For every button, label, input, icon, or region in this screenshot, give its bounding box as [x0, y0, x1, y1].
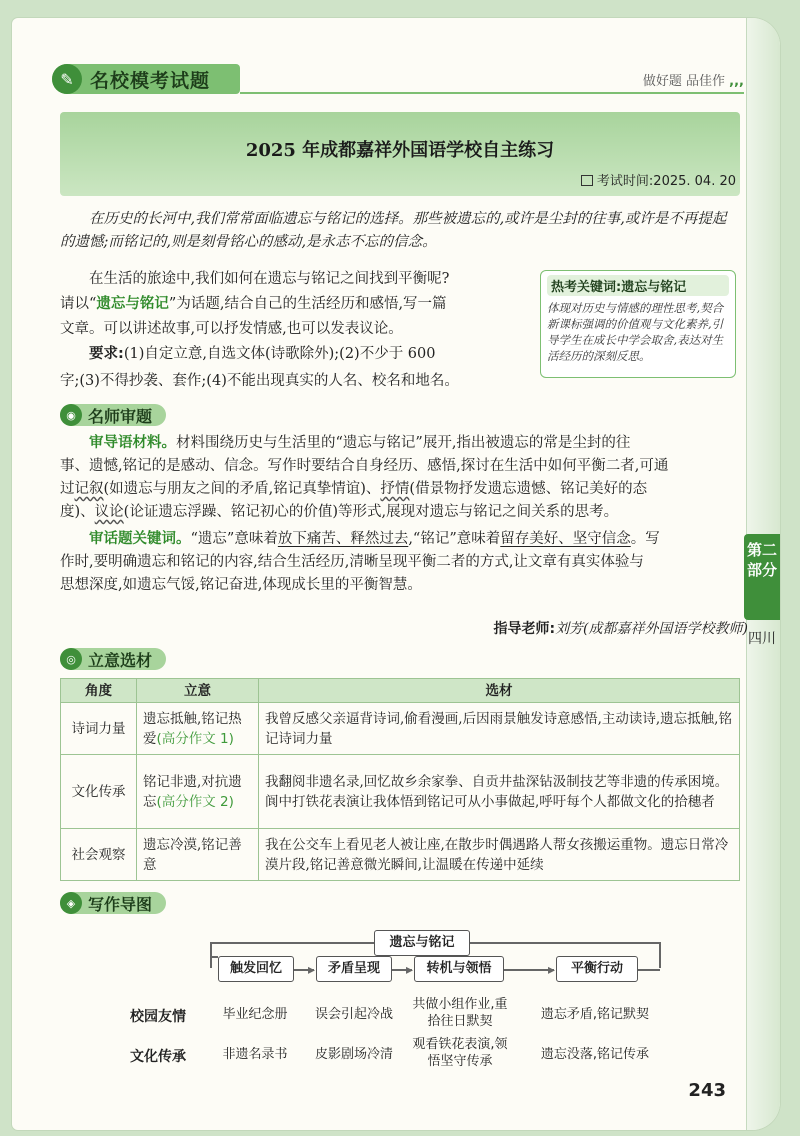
mm-row-label: 校园友情 [130, 1009, 186, 1025]
page-number: 243 [688, 1080, 726, 1101]
row-angle: 文化传承 [61, 755, 137, 829]
review-line-2: 事、遗憾,铭记的是感动、信念。写作时要结合自身经历、感悟,探讨在生活中如何平衡二者,可通 [60, 458, 669, 474]
ideas-section-title: 立意选材 [88, 650, 153, 670]
review-line-5: 审话题关键词。“遗忘”意味着放下痛苦、释然过去,“铭记”意味着留存美好、坚守信念。写 [89, 531, 660, 547]
review-section-head [60, 404, 166, 426]
pen-icon: ✎ [52, 64, 82, 94]
table-header-row [61, 679, 740, 703]
exam-title: 2025 年成都嘉祥外国语学校自主练习 [245, 140, 555, 161]
row-material: 我曾反感父亲逼背诗词,偷看漫画,后因雨景触发诗意感悟,主动读诗,遗忘抵触,铭记诗词力量 [259, 703, 740, 755]
row-idea: 遗忘抵触,铭记热爱(高分作文 1) [137, 703, 259, 755]
mm-frame-right [659, 942, 661, 968]
ideas-table [60, 678, 740, 881]
method-lyric: 抒情 [380, 481, 410, 497]
col-angle: 角度 [61, 679, 137, 703]
mm-cell: 共做小组作业,重拾往日默契 [412, 997, 508, 1029]
review-line-4: 度)、议论(论证遗忘浮躁、铭记初心的价值)等形式,展现对遗忘与铭记之间关系的思考。 [60, 504, 619, 520]
hot-keyword-box [540, 270, 736, 378]
mm-stage-2: 矛盾呈现 [316, 956, 392, 982]
mm-stage-4: 平衡行动 [556, 956, 638, 982]
header-rule [240, 92, 744, 94]
review-line-6: 作时,要明确遗忘和铭记的内容,结合生活经历,清晰呈现平衡二者的方式,让文章有真实体验与 [60, 554, 644, 570]
row-material: 我翻阅非遗名录,回忆故乡余家拳、自贡井盐深钻汲制技艺等非遗的传承困境。阆中打铁花表演让我体悟到铭记可从小事做起,呼吁每个人都做文化的拾穗者 [259, 755, 740, 829]
exam-banner [60, 112, 740, 196]
header-tag [52, 64, 240, 94]
col-material: 选材 [259, 679, 740, 703]
calendar-icon [581, 175, 593, 186]
lightbulb-icon: ◎ [60, 648, 82, 670]
ideas-section-head [60, 648, 166, 670]
requirement-line-1: 要求:(1)自定立意,自选文体(诗歌除外);(2)不少于 600 [89, 346, 436, 362]
mm-frame-left [210, 942, 212, 968]
row-angle: 诗词力量 [61, 703, 137, 755]
region-label: 四川 [748, 631, 776, 647]
question-line-1: 在生活的旅途中,我们如何在遗忘与铭记之间找到平衡呢? [89, 271, 450, 287]
header-title: 名校模考试题 [90, 69, 211, 92]
mm-cell: 非遗名录书 [222, 1047, 288, 1062]
table-row [61, 755, 740, 829]
prompt-intro: 在历史的长河中,我们常常面临遗忘与铭记的选择。那些被遗忘的,或许是尘封的往事,或许是不再提起的遗憾;而铭记的,则是刻骨铭心的感动,是永志不忘的信念。 [60, 211, 727, 250]
mindmap-section-head [60, 892, 166, 914]
exam-time: 考试时间:2025. 04. 20 [581, 170, 736, 189]
review-pill [60, 404, 166, 426]
hot-keyword-title: 热考关键词:遗忘与铭记 [547, 275, 729, 296]
mm-cell: 毕业纪念册 [222, 1007, 288, 1022]
review-section-title: 名师审题 [88, 406, 153, 426]
prompt-question [60, 268, 530, 368]
mm-root: 遗忘与铭记 [374, 930, 470, 956]
review-line-7: 思想深度,如遗忘气馁,铭记奋进,体现成长里的平衡智慧。 [60, 577, 422, 593]
review-line-3: 过记叙(如遗忘与朋友之间的矛盾,铭记真挚情谊)、抒情(借景物抒发遗忘遗憾、铭记美好的态 [60, 481, 648, 497]
arrow-icon: ▸ [308, 962, 316, 978]
writing-mindmap [60, 918, 740, 1088]
mm-cell: 皮影剧场冷清 [314, 1047, 393, 1062]
section-header [52, 60, 744, 104]
requirement-line-2: 字;(3)不得抄袭、套作;(4)不能出现真实的人名、校名和地名。 [60, 373, 459, 389]
teacher-credit: 指导老师:刘芳(成都嘉祥外国语学校教师) [493, 621, 748, 637]
mindmap-section-title: 写作导图 [88, 894, 153, 914]
row-material: 我在公交车上看见老人被让座,在散步时偶遇路人帮女孩搬运重物。遗忘日常冷漠片段,铭记善意微光瞬间,让温暖在传递中延续 [259, 829, 740, 881]
method-narrative: 记叙 [74, 481, 104, 497]
mm-row-label: 文化传承 [130, 1049, 186, 1065]
table-row [61, 703, 740, 755]
row-angle: 社会观察 [61, 829, 137, 881]
mm-link [638, 969, 660, 971]
row-idea: 铭记非遗,对抗遗忘(高分作文 2) [137, 755, 259, 829]
mm-link [504, 969, 554, 971]
review-material [60, 432, 740, 597]
mm-cell: 遗忘矛盾,铭记默契 [540, 1007, 650, 1022]
mm-cell: 遗忘没落,铭记传承 [540, 1047, 650, 1062]
question-line-3: 文章。可以讲述故事,可以抒发情感,也可以发表议论。 [60, 321, 403, 337]
mindmap-pill [60, 892, 166, 914]
topic-keyword: 遗忘与铭记 [96, 296, 169, 312]
header-slogan: 做好题 品佳作 ,,, [642, 74, 744, 89]
mm-link [210, 956, 218, 958]
method-argument: 议论 [94, 504, 124, 520]
mm-cell: 误会引起冷战 [314, 1007, 393, 1022]
arrow-icon: ▸ [406, 962, 414, 978]
map-icon: ◈ [60, 892, 82, 914]
meaning-remember: 留存美好、坚守信念 [500, 531, 631, 547]
question-line-2: 请以“遗忘与铭记”为话题,结合自己的生活经历和感悟,写一篇 [60, 296, 447, 312]
teacher-icon: ◉ [60, 404, 82, 426]
table-row [61, 829, 740, 881]
mm-stage-3: 转机与领悟 [414, 956, 504, 982]
meaning-forget: 放下痛苦、释然过去 [277, 531, 409, 547]
hot-keyword-body: 体现对历史与情感的理性思考,契合新课标强调的价值观与文化素养,引导学生在成长中学会取舍,表达对生活经历的深刻反思。 [547, 301, 724, 363]
mm-stage-1: 触发回忆 [218, 956, 294, 982]
col-idea: 立意 [137, 679, 259, 703]
arrow-icon: ▸ [548, 962, 556, 978]
review-line-1: 审导语材料。材料围绕历史与生活里的“遗忘与铭记”展开,指出被遗忘的常是尘封的往 [89, 435, 631, 451]
row-idea: 遗忘冷漠,铭记善意 [137, 829, 259, 881]
mm-cell: 观看铁花表演,领悟坚守传承 [412, 1037, 508, 1069]
part-tab: 第二部分 [744, 534, 780, 620]
ideas-pill [60, 648, 166, 670]
